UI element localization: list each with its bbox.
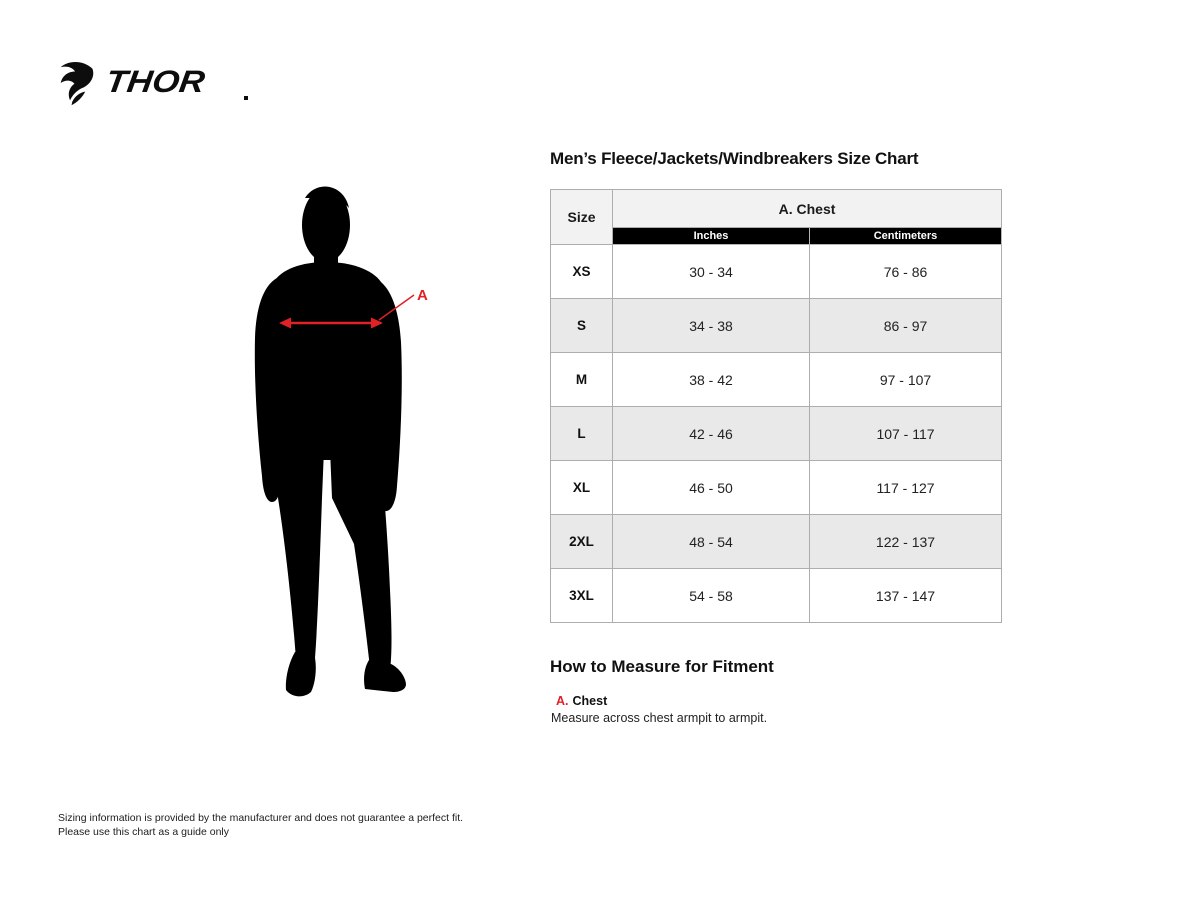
inches-value: 34 - 38 (613, 299, 810, 353)
table-row (551, 569, 1002, 623)
unit-header-row (551, 228, 1002, 245)
how-to-measure-section (550, 657, 970, 725)
size-label: 2XL (551, 515, 613, 569)
centimeters-value: 117 - 127 (810, 461, 1002, 515)
chest-column-header: A. Chest (613, 190, 1002, 228)
table-row (551, 407, 1002, 461)
size-label: M (551, 353, 613, 407)
table-header-row (551, 190, 1002, 228)
disclaimer-line-2: Please use this chart as a guide only (58, 826, 230, 838)
inches-value: 42 - 46 (613, 407, 810, 461)
size-label: XS (551, 245, 613, 299)
centimeters-value: 107 - 117 (810, 407, 1002, 461)
centimeters-value: 76 - 86 (810, 245, 1002, 299)
fit-guide-figure (253, 186, 453, 706)
table-row (551, 245, 1002, 299)
male-silhouette (255, 186, 406, 696)
thor-goat-icon (56, 60, 100, 106)
size-chart-table (550, 189, 1002, 623)
measure-letter: A. (556, 694, 569, 708)
disclaimer-line-1: Sizing information is provided by the manufacturer and does not guarantee a perfect fit. (58, 812, 464, 824)
how-to-measure-title: How to Measure for Fitment (550, 657, 774, 676)
thor-logo (56, 60, 207, 106)
logo-wordmark: THOR (103, 64, 207, 99)
size-label: L (551, 407, 613, 461)
size-label: 3XL (551, 569, 613, 623)
size-column-header: Size (551, 190, 613, 245)
measure-name: Chest (572, 694, 608, 708)
size-label: XL (551, 461, 613, 515)
inches-value: 30 - 34 (613, 245, 810, 299)
table-row (551, 353, 1002, 407)
centimeters-value: 137 - 147 (810, 569, 1002, 623)
measure-point-label: A (417, 287, 428, 304)
centimeters-value: 97 - 107 (810, 353, 1002, 407)
sizing-disclaimer (58, 811, 463, 839)
inches-value: 54 - 58 (613, 569, 810, 623)
size-chart-title: Men’s Fleece/Jackets/Windbreakers Size Chart (550, 149, 919, 168)
table-row (551, 515, 1002, 569)
centimeters-value: 86 - 97 (810, 299, 1002, 353)
table-row (551, 461, 1002, 515)
centimeters-unit-header: Centimeters (810, 228, 1002, 245)
inches-unit-header: Inches (613, 228, 810, 245)
measure-item-chest (556, 694, 970, 708)
inches-value: 38 - 42 (613, 353, 810, 407)
logo-trademark-dot (244, 96, 248, 100)
inches-value: 46 - 50 (613, 461, 810, 515)
table-row (551, 299, 1002, 353)
size-label: S (551, 299, 613, 353)
measure-description: Measure across chest armpit to armpit. (551, 711, 768, 725)
centimeters-value: 122 - 137 (810, 515, 1002, 569)
inches-value: 48 - 54 (613, 515, 810, 569)
